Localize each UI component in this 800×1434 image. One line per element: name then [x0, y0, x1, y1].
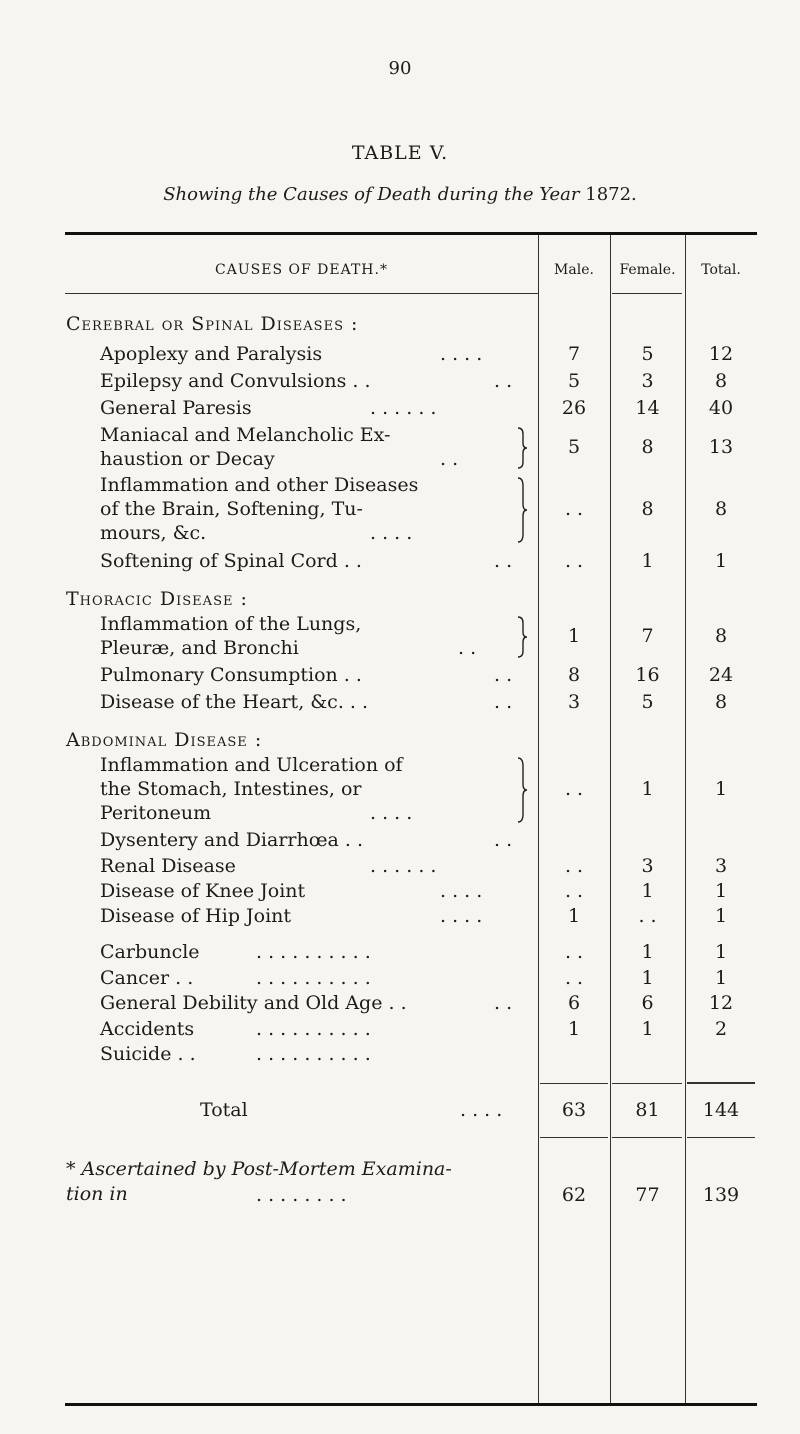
cause-label-cont: haustion or Decay — [100, 448, 275, 470]
header-rule-causes — [65, 293, 538, 294]
footnote-line1: * Ascertained by Post-Mortem Examina- — [66, 1158, 452, 1180]
male-value: 5 — [567, 436, 581, 458]
cause-label: Suicide . . — [100, 1043, 196, 1065]
male-value: . . — [564, 498, 584, 520]
total-value: 12 — [708, 343, 734, 365]
female-value: 8 — [641, 436, 654, 458]
table-row — [0, 940, 800, 964]
table-row-values — [0, 435, 800, 459]
total-value: 1 — [714, 941, 728, 963]
cause-label-cont: the Stomach, Intestines, or — [100, 778, 362, 800]
section-cerebral: Cerebral or Spinal Diseases : — [66, 313, 359, 335]
cause-label-cont: Peritoneum — [100, 802, 212, 824]
cause-label: Maniacal and Melancholic Ex- — [100, 424, 391, 446]
male-value: . . — [564, 550, 584, 572]
header-female: Female. — [619, 262, 676, 278]
cause-label: Softening of Spinal Cord . . — [100, 550, 362, 572]
table-subtitle — [0, 184, 800, 205]
subtitle-year: 1872. — [585, 184, 637, 205]
total-value: 3 — [714, 855, 728, 877]
male-value: . . — [564, 941, 584, 963]
total-underline-female — [612, 1137, 682, 1138]
subtitle-text: Showing the Causes of Death during the Year — [163, 184, 580, 205]
male-value: 1 — [567, 905, 581, 927]
total-value: 24 — [708, 664, 734, 686]
leader-dots: . . — [458, 637, 477, 659]
cause-label: Disease of the Heart, &c. . . — [100, 691, 369, 713]
table-row — [0, 473, 800, 497]
cause-label: Pulmonary Consumption . . — [100, 664, 362, 686]
male-value: 1 — [567, 625, 581, 647]
female-value: 3 — [641, 370, 654, 392]
table-row — [0, 904, 800, 928]
female-value: 1 — [641, 778, 654, 800]
leader-dots: . . . . . . . . . . — [256, 1018, 371, 1040]
cause-label-cont: of the Brain, Softening, Tu- — [100, 498, 363, 520]
table-row — [0, 521, 800, 545]
table-row-values — [0, 624, 800, 648]
grand-total: 144 — [702, 1099, 740, 1121]
male-value: . . — [564, 967, 584, 989]
male-value: . . — [564, 855, 584, 877]
total-rule-female — [612, 1083, 682, 1084]
cause-label: General Paresis — [100, 397, 252, 419]
leader-dots: . . . . — [440, 343, 483, 365]
female-total: 81 — [635, 1099, 660, 1121]
female-value: 14 — [635, 397, 660, 419]
female-value: 1 — [641, 880, 654, 902]
female-value: 6 — [641, 992, 654, 1014]
leader-dots: . . . . . . — [370, 855, 437, 877]
top-rule — [65, 232, 757, 235]
header-rule-female — [612, 293, 682, 294]
cause-label: Epilepsy and Convulsions . . — [100, 370, 371, 392]
total-value: 8 — [714, 498, 728, 520]
table-row — [0, 801, 800, 825]
table-row — [0, 753, 800, 777]
leader-dots: . . . . — [460, 1099, 503, 1121]
female-value: 16 — [635, 664, 660, 686]
leader-dots: . . — [494, 691, 513, 713]
leader-dots: . . — [494, 370, 513, 392]
leader-dots: . . — [494, 992, 513, 1014]
total-value: 8 — [714, 691, 728, 713]
table-row — [0, 587, 800, 611]
leader-dots: . . . . . . . . — [256, 1184, 347, 1206]
male-value: . . — [564, 880, 584, 902]
brace-icon — [516, 476, 528, 544]
total-value: 40 — [708, 397, 734, 419]
cause-label-cont: Pleuræ, and Bronchi — [100, 637, 299, 659]
total-value: 1 — [714, 880, 728, 902]
page-number: 90 — [388, 58, 412, 79]
table-title: TABLE V. — [351, 142, 449, 164]
cause-label: Renal Disease — [100, 855, 236, 877]
table-row — [0, 690, 800, 714]
table-row — [0, 828, 800, 852]
female-value: 1 — [641, 967, 654, 989]
total-value: 1 — [714, 905, 728, 927]
table-row — [0, 966, 800, 990]
leader-dots: . . . . . . — [370, 397, 437, 419]
footnote-row — [0, 1183, 800, 1207]
female-value: 5 — [641, 691, 654, 713]
section-thoracic: Thoracic Disease : — [66, 588, 248, 610]
total-label: Total — [200, 1099, 248, 1121]
total-value: 1 — [714, 550, 728, 572]
total-rule-male — [540, 1083, 608, 1084]
total-value: 2 — [714, 1018, 728, 1040]
leader-dots: . . . . . . . . . . — [256, 967, 371, 989]
female-value: 1 — [641, 1018, 654, 1040]
header-causes: CAUSES OF DEATH.* — [215, 262, 388, 278]
cause-label: Carbuncle — [100, 941, 200, 963]
brace-icon — [516, 426, 528, 470]
total-value: 12 — [708, 992, 734, 1014]
cause-label: Dysentery and Diarrhœa . . — [100, 829, 364, 851]
table-row — [0, 396, 800, 420]
cause-label: Cancer . . — [100, 967, 194, 989]
table-row — [0, 1017, 800, 1041]
cause-label: Inflammation and other Diseases — [100, 474, 419, 496]
female-value: 1 — [641, 941, 654, 963]
table-row — [0, 728, 800, 752]
male-value: 7 — [567, 343, 581, 365]
footnote-line2: tion in — [66, 1183, 128, 1205]
cause-label: General Debility and Old Age . . — [100, 992, 407, 1014]
total-value: 8 — [714, 370, 728, 392]
leader-dots: . . — [494, 664, 513, 686]
total-underline-male — [540, 1137, 608, 1138]
total-row — [0, 1098, 800, 1122]
table-row — [0, 497, 800, 521]
male-value: 5 — [567, 370, 581, 392]
male-total: 63 — [561, 1099, 587, 1121]
leader-dots: . . . . . . . . . . — [256, 1043, 371, 1065]
table-row — [0, 312, 800, 336]
leader-dots: . . — [494, 829, 513, 851]
female-postmortem: 77 — [635, 1184, 660, 1206]
table-row — [0, 854, 800, 878]
header-male: Male. — [554, 262, 594, 278]
table-row — [0, 1042, 800, 1066]
cause-label: Apoplexy and Paralysis — [100, 343, 323, 365]
table-row — [0, 342, 800, 366]
total-value: 8 — [714, 625, 728, 647]
total-value: 1 — [714, 778, 728, 800]
header-total: Total. — [701, 262, 741, 278]
male-value: 6 — [567, 992, 581, 1014]
cause-label: Disease of Hip Joint — [100, 905, 292, 927]
table-row — [0, 777, 800, 801]
brace-icon — [516, 615, 528, 659]
leader-dots: . . . . — [370, 802, 413, 824]
female-value: 8 — [641, 498, 654, 520]
cause-label: Inflammation and Ulceration of — [100, 754, 403, 776]
leader-dots: . . . . — [370, 522, 413, 544]
cause-label-cont: mours, &c. — [100, 522, 207, 544]
total-value: 13 — [708, 436, 734, 458]
total-underline-total — [687, 1137, 755, 1138]
male-value: 1 — [567, 1018, 581, 1040]
cause-label: Disease of Knee Joint — [100, 880, 306, 902]
leader-dots: . . . . . . . . . . — [256, 941, 371, 963]
total-rule-total — [687, 1082, 755, 1084]
female-value: . . — [638, 905, 657, 927]
female-value: 3 — [641, 855, 654, 877]
total-value: 1 — [714, 967, 728, 989]
table-row — [0, 991, 800, 1015]
cause-label: Inflammation of the Lungs, — [100, 613, 362, 635]
leader-dots: . . — [494, 550, 513, 572]
table-row — [0, 663, 800, 687]
section-abdominal: Abdominal Disease : — [66, 729, 263, 751]
table-row — [0, 549, 800, 573]
male-value: 8 — [567, 664, 581, 686]
leader-dots: . . . . — [440, 905, 483, 927]
female-value: 7 — [641, 625, 654, 647]
table-row — [0, 369, 800, 393]
table-row — [0, 879, 800, 903]
total-postmortem: 139 — [702, 1184, 740, 1206]
leader-dots: . . — [440, 448, 459, 470]
male-value: 3 — [567, 691, 581, 713]
leader-dots: . . . . — [440, 880, 483, 902]
male-value: . . — [564, 778, 584, 800]
male-postmortem: 62 — [561, 1184, 587, 1206]
female-value: 1 — [641, 550, 654, 572]
bottom-rule — [65, 1403, 757, 1406]
female-value: 5 — [641, 343, 654, 365]
cause-label: Accidents — [100, 1018, 195, 1040]
male-value: 26 — [561, 397, 587, 419]
brace-icon — [516, 756, 528, 824]
